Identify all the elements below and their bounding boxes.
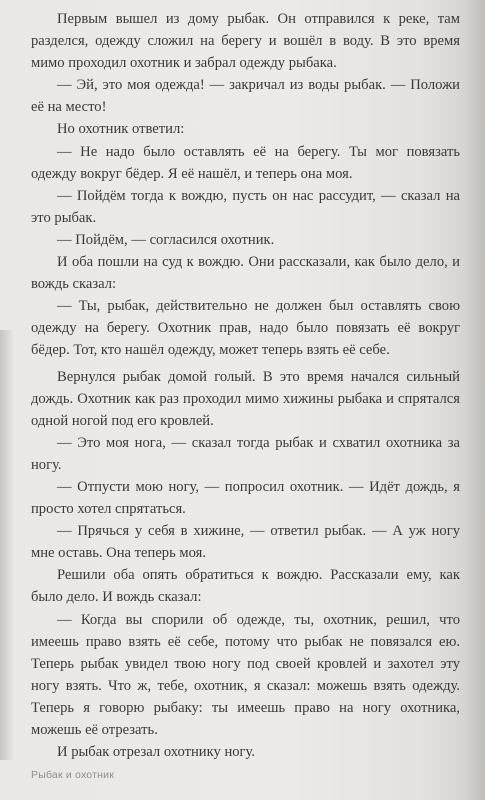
paragraph: — Когда вы спорили об одежде, ты, охотник, решил, что имеешь право взять её себе, потому что рыбак не повязался ею. Теперь рыбак увидел твою ногу под своей кровлей и захотел эту ногу взять. Что ж, тебе, охотник, я сказал: можешь взять одежду. Теперь я говорю рыбаку: ты имеешь право на ногу охотника, можешь её отрезать. bbox=[31, 611, 460, 738]
paragraph: — Отпусти мою ногу, — попросил охотник. — Идёт дождь, я просто хотел спрятаться. bbox=[31, 478, 460, 518]
paragraph: Первым вышел из дому рыбак. Он отправился к реке, там разделся, одежду сложил на берегу и вошёл в воду. В это время мимо проходил охотник и забрал одежду рыбака. bbox=[31, 11, 460, 72]
scan-shadow-left bbox=[0, 330, 14, 760]
paragraph: — Ты, рыбак, действительно не должен был оставлять свою одежду на берегу. Охотник прав, надо было повязать её вокруг бёдер. Тот, кто нашёл одежду, может теперь взять её себе. bbox=[31, 298, 460, 359]
running-title: Рыбак и охотник bbox=[31, 769, 114, 781]
paragraph: И оба пошли на суд к вождю. Они рассказали, как было дело, и вождь сказал: bbox=[31, 254, 460, 293]
paragraph: Но охотник ответил: bbox=[57, 121, 185, 138]
paragraph: — Пойдём, — согласился охотник. bbox=[57, 231, 275, 248]
paragraph: — Не надо было оставлять её на берегу. Ты мог повязать одежду вокруг бёдер. Я её нашёл, и теперь она моя. bbox=[31, 143, 460, 182]
page-edge-shadow bbox=[463, 0, 485, 800]
story-text bbox=[31, 8, 460, 763]
paragraph: — Пойдём тогда к вождю, пусть он нас рассудит, — сказал на это рыбак. bbox=[31, 187, 460, 226]
paragraph: — Прячься у себя в хижине, — ответил рыбак. — А уж ногу мне оставь. Она теперь моя. bbox=[31, 523, 460, 562]
paragraph: Вернулся рыбак домой голый. В это время начался сильный дождь. Охотник как раз проходил мимо хижины рыбака и спрятался одной ногой под его кровлей. bbox=[31, 368, 460, 429]
paragraph: — Эй, это моя одежда! — закричал из воды рыбак. — Положи её на место! bbox=[31, 77, 460, 116]
paragraph: — Это моя нога, — сказал тогда рыбак и схватил охотника за ногу. bbox=[31, 434, 460, 473]
paragraph: Решили оба опять обратиться к вождю. Рассказали ему, как было дело. И вождь сказал: bbox=[31, 567, 460, 606]
paragraph: И рыбак отрезал охотнику ногу. bbox=[57, 744, 256, 761]
